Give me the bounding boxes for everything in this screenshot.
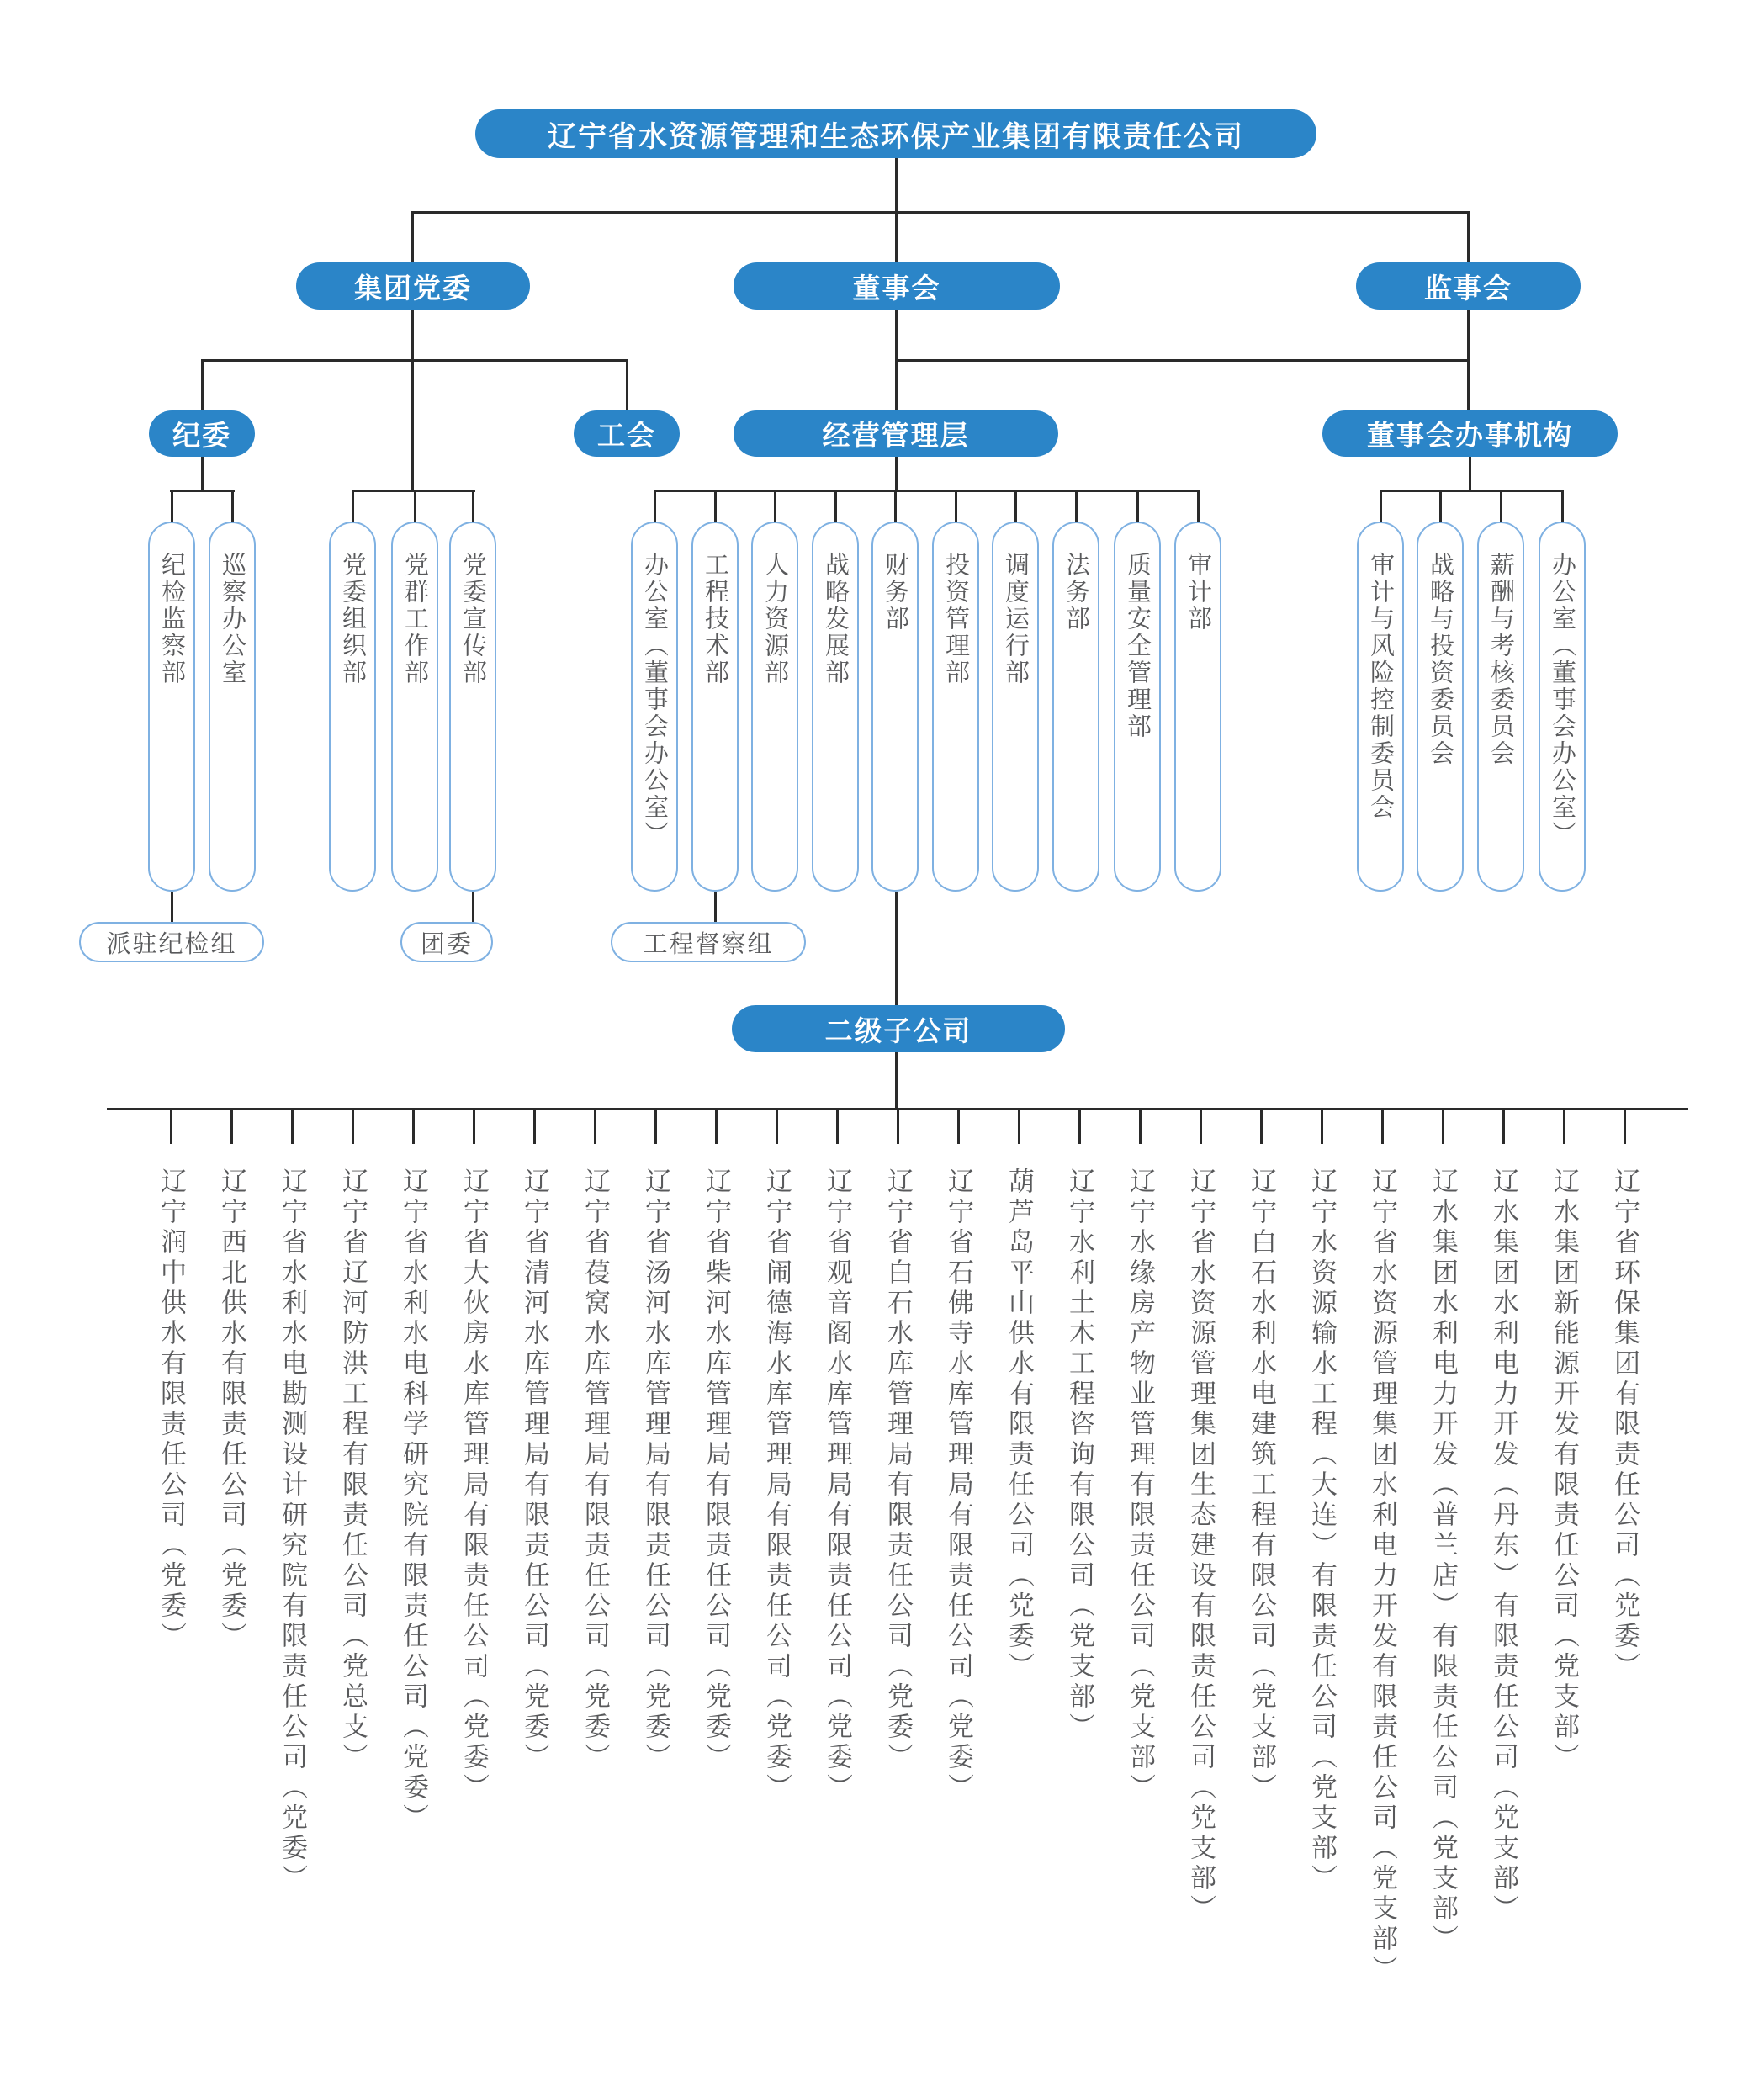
company-item: 辽宁省清河水库管理局有限责任公司（党委） (516, 1168, 553, 2068)
union-label: 工会 (597, 420, 656, 451)
board-label: 董事会 (852, 272, 941, 304)
company-item: 辽宁水资源输水工程（大连）有限责任公司（党支部） (1303, 1168, 1340, 2068)
dept-pill (691, 522, 739, 892)
connector-line (201, 457, 204, 490)
node-management-team (734, 410, 1058, 457)
company-item: 辽水集团新能源开发有限责任公司（党支部） (1545, 1168, 1582, 2068)
group-company-label: 辽宁省水资源管理和生态环保产业集团有限责任公司 (548, 120, 1244, 153)
company-item: 辽宁水缘房产物业管理有限责任公司（党支部） (1121, 1168, 1158, 2068)
dept-pill (932, 522, 979, 892)
engineering-supervision-label: 工程督察组 (643, 930, 774, 958)
connector-line (714, 892, 717, 922)
party-committee-label: 集团党委 (354, 272, 472, 304)
connector-line (201, 359, 628, 362)
connector-line (171, 892, 173, 922)
dept-pill (209, 522, 256, 892)
node-engineering-supervision-group (611, 922, 806, 962)
dept-label: 战略发展部 (822, 552, 849, 686)
dept-label: 调度运行部 (1002, 552, 1029, 686)
dept-label: 审计与风险控制委员会 (1367, 552, 1394, 821)
dept-label: 纪检监察部 (158, 552, 185, 686)
dept-label: 工程技术部 (702, 552, 728, 686)
dept-label: 党群工作部 (401, 552, 428, 686)
board-office-label: 董事会办事机构 (1367, 420, 1573, 451)
connector-line (895, 457, 898, 490)
company-item: 辽宁白石水利水电建筑工程有限公司（党支部） (1242, 1168, 1279, 2068)
dept-label: 法务部 (1062, 552, 1089, 633)
dept-pill (148, 522, 195, 892)
company-item: 辽宁省白石水库管理局有限责任公司（党委） (879, 1168, 916, 2068)
node-discipline-committee (149, 410, 255, 457)
management-label: 经营管理层 (822, 420, 970, 451)
dept-pill (1477, 522, 1524, 892)
dept-label: 财务部 (882, 552, 908, 633)
connector-line (472, 892, 474, 922)
dept-pill (1417, 522, 1464, 892)
connector-line (1469, 457, 1471, 490)
company-item: 辽宁省水资源管理集团水利电力开发有限责任公司（党支部） (1364, 1168, 1401, 2068)
dept-label: 投资管理部 (942, 552, 969, 686)
dept-pill (751, 522, 798, 892)
dept-pill (871, 522, 919, 892)
discipline-label: 纪委 (172, 420, 231, 451)
connector-line (170, 490, 235, 492)
dept-label: 党委宣传部 (459, 552, 486, 686)
dept-pill (631, 522, 678, 892)
connector-line (654, 490, 1200, 492)
dept-label: 人力资源部 (761, 552, 788, 686)
company-item: 辽宁省水利水电科学研究院有限责任公司（党委） (395, 1168, 432, 2068)
connector-line (895, 158, 898, 211)
connector-line (895, 211, 898, 262)
dept-label: 办公室（董事会办公室） (641, 552, 668, 848)
company-item: 辽宁省大伙房水库管理局有限责任公司（党委） (455, 1168, 492, 2068)
company-item: 辽水集团水利电力开发（普兰店）有限责任公司（党支部） (1424, 1168, 1461, 2068)
dept-pill (1357, 522, 1404, 892)
node-group-party-committee (296, 262, 530, 310)
connector-line (626, 359, 628, 410)
dept-label: 薪酬与考核委员会 (1487, 552, 1514, 767)
node-supervisory-board (1356, 262, 1581, 310)
dept-pill (992, 522, 1039, 892)
company-item: 辽水集团水利电力开发（丹东）有限责任公司（党支部） (1485, 1168, 1522, 2068)
connector-line (411, 310, 414, 490)
connector-line (411, 211, 414, 262)
node-subsidiaries (732, 1005, 1065, 1052)
connector-line (895, 359, 1470, 362)
company-item: 辽宁省石佛寺水库管理局有限责任公司（党委） (940, 1168, 977, 2068)
connector-line (895, 1052, 898, 1108)
node-dispatched-discipline-group (79, 922, 264, 962)
company-item: 辽宁省水资源管理集团生态建设有限责任公司（党支部） (1182, 1168, 1219, 2068)
dept-pill (1174, 522, 1221, 892)
company-item: 辽宁省辽河防洪工程有限责任公司（党总支） (334, 1168, 371, 2068)
dept-pill (1114, 522, 1161, 892)
dept-label: 巡察办公室 (219, 552, 246, 686)
dept-label: 党委组织部 (339, 552, 366, 686)
dept-label: 质量安全管理部 (1124, 552, 1151, 740)
dept-pill (449, 522, 496, 892)
dept-pill (1539, 522, 1586, 892)
connector-line (1467, 211, 1470, 262)
connector-line (1380, 490, 1564, 492)
node-board-of-directors (734, 262, 1060, 310)
youth-league-label: 团委 (420, 930, 473, 958)
connector-line (201, 359, 204, 410)
node-youth-league (400, 922, 493, 962)
company-item: 辽宁省环保集团有限责任公司（党委） (1606, 1168, 1643, 2068)
company-item: 葫芦岛平山供水有限责任公司（党委） (1000, 1168, 1037, 2068)
company-item: 辽宁省葠窝水库管理局有限责任公司（党委） (576, 1168, 613, 2068)
node-board-office-organs (1322, 410, 1618, 457)
subsidiaries-label: 二级子公司 (824, 1014, 972, 1046)
node-group-company (475, 109, 1316, 158)
company-item: 辽宁省闹德海水库管理局有限责任公司（党委） (758, 1168, 795, 2068)
dept-label: 审计部 (1184, 552, 1211, 633)
dept-label: 战略与投资委员会 (1427, 552, 1454, 767)
company-item: 辽宁水利土木工程咨询有限公司（党支部） (1061, 1168, 1098, 2068)
supervisory-label: 监事会 (1424, 272, 1512, 304)
company-item: 辽宁润中供水有限责任公司（党委） (152, 1168, 189, 2068)
company-item: 辽宁省水利水电勘测设计研究院有限责任公司（党委） (273, 1168, 310, 2068)
connector-line (1467, 310, 1470, 410)
company-item: 辽宁省柴河水库管理局有限责任公司（党委） (697, 1168, 734, 2068)
dept-pill (391, 522, 438, 892)
dept-pill (812, 522, 859, 892)
dept-pill (329, 522, 376, 892)
connector-line (895, 892, 898, 1005)
dept-label: 办公室（董事会办公室） (1549, 552, 1576, 848)
dispatched-discipline-label: 派驻纪检组 (106, 930, 237, 958)
company-item: 辽宁西北供水有限责任公司（党委） (213, 1168, 250, 2068)
company-item: 辽宁省观音阁水库管理局有限责任公司（党委） (818, 1168, 856, 2068)
dept-pill (1052, 522, 1099, 892)
connector-line (411, 211, 1470, 214)
node-labor-union (574, 410, 680, 457)
company-item: 辽宁省汤河水库管理局有限责任公司（党委） (637, 1168, 674, 2068)
